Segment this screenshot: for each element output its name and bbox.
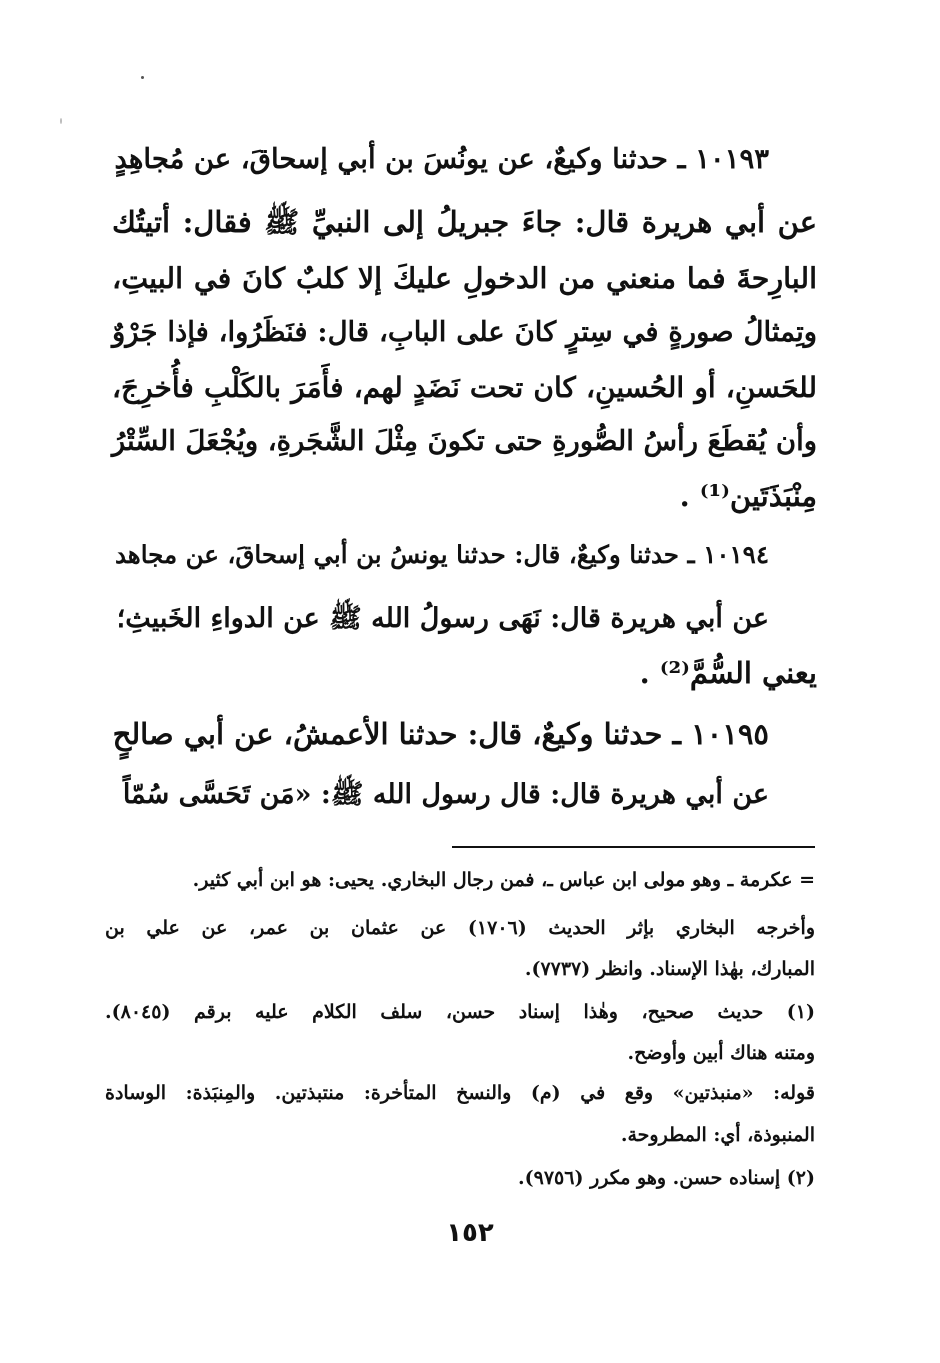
hadith-10195-line-1: ١٠١٩٥ ـ حدثنا وكيعٌ، قال: حدثنا الأعمشُ، عن أبي صالحٍ [112,717,769,751]
footnote-separator [452,846,815,848]
hadith-10193-line-6: وأن يُقطَعَ رأسُ الصُّورةِ حتى تكونَ مِثْلَ الشَّجَرةِ، ويُجْعَلَ السِّتْرُ [111,425,817,457]
scan-speck [60,118,62,124]
scan-speck [141,76,144,79]
hadith-10194-line-2: عن أبي هريرة قال: نَهَى رسولُ الله ﷺ عن الدواءِ الخَبيثِ؛ [116,603,769,634]
hadith-10194-line-3: يعني السُّمَّ⁽²⁾ . [639,656,817,690]
footnote-line: = عكرمة ـ وهو مولى ابن عباس ـ، فمن رجال البخاري. يحيى: هو ابن أبي كثير. [192,869,815,891]
footnote-line: قوله: «منبذتين» وقع في (م) والنسخ المتأخرة: منتبذتين. والمِنبَذة: الوسادة [105,1082,815,1104]
hadith-10193-line-3: البارِحةَ فما منعني من الدخولِ عليكَ إلا كلبٌ كانَ في البيتِ، [112,261,817,295]
hadith-10194-line-1: ١٠١٩٤ ـ حدثنا وكيعٌ، قال: حدثنا يونسُ بن أبي إسحاقَ، عن مجاهد [114,540,769,569]
hadith-10193-line-2: عن أبي هريرة قال: جاءَ جبريلُ إلى النبيِّ ﷺ فقال: أتيتُك [112,205,817,239]
hadith-10193-line-4: وتِمثالُ صورةٍ في سِترٍ كانَ على البابِ، قال: فنَظَرُوا، فإذا جَرْوٌ [112,316,817,348]
footnote-line: ومتنه هناك أبين وأوضح. [627,1042,815,1064]
footnote-line: (١) حديث صحيح، وهٰذا إسناد حسن، سلف الكلام عليه برقم (٨٠٤٥). [105,1001,815,1023]
hadith-10195-line-2: عن أبي هريرة قال: قال رسول الله ﷺ: «مَن تَحَسَّى سُمّاً [122,779,769,810]
page-number: ١٥٢ [446,1218,494,1248]
hadith-10193-line-5: للحَسنِ، أو الحُسينِ، كان تحت نَضَدٍ لهم، فأَمَرَ بالكَلْبِ فأُخرِجَ، [112,371,817,404]
footnote-line: (٢) إسناده حسن. وهو مكرر (٩٧٥٦). [518,1167,815,1189]
footnote-line: المبارك، بهٰذا الإسناد. وانظر (٧٧٣٧). [524,958,815,980]
footnote-line: المنبوذة، أي: المطروحة. [620,1124,815,1146]
footnote-line: وأخرجه البخاري بإثر الحديث (١٧٠٦) عن عثمان بن عمر، عن علي بن [105,917,815,939]
hadith-10193-line-1: ١٠١٩٣ ـ حدثنا وكيعٌ، عن يونُسَ بن أبي إسحاقَ، عن مُجاهِدٍ [114,143,769,175]
hadith-10193-line-7: مِنْبَذَتَين⁽¹⁾ . [679,479,817,513]
